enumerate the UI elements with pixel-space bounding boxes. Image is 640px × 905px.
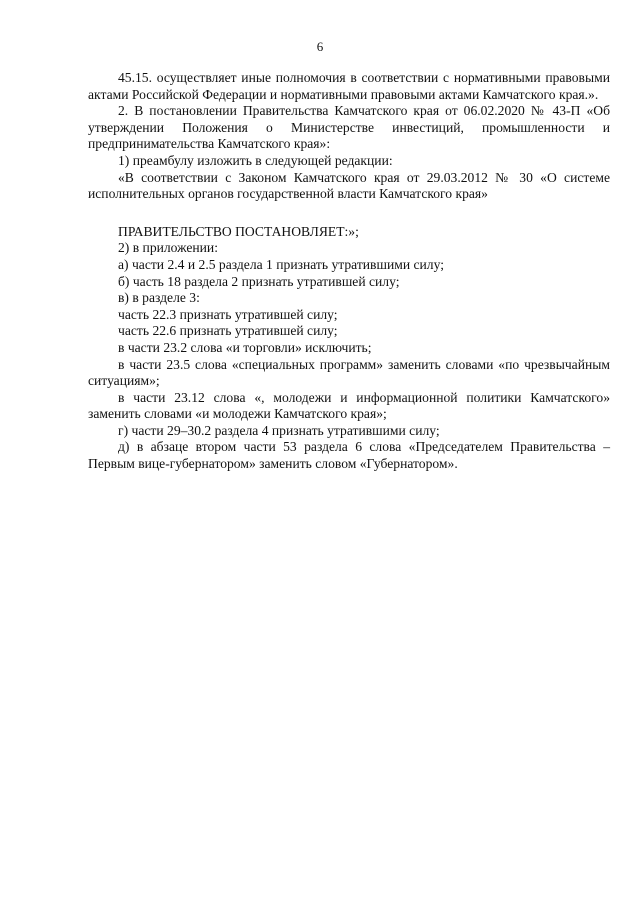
paragraph-postanovlyaet: ПРАВИТЕЛЬСТВО ПОСТАНОВЛЯЕТ:»; xyxy=(118,223,359,239)
page-number: 6 xyxy=(316,39,324,54)
paragraph-22-6: часть 22.6 признать утратившей силу; xyxy=(118,323,338,339)
paragraph-45-15: 45.15. осуществляет иные полномочия в соответствии с нормативными правовыми актами Российской Федерации и нормативными правовыми актами Камчатского края.». xyxy=(88,70,610,102)
paragraph-g: г) части 29–30.2 раздела 4 признать утратившими силу; xyxy=(118,422,440,438)
paragraph-23-12: в части 23.12 слова «, молодежи и информационной политики Камчатского» заменить словами «и молодежи Камчатского края»; xyxy=(88,389,610,422)
paragraph-preamble-instruction: 1) преамбулу изложить в следующей редакции: xyxy=(118,152,393,168)
paragraph-23-5: в части 23.5 слова «специальных программ» заменить словами «по чрезвычайным ситуациям»; xyxy=(88,356,610,389)
paragraph-preamble-text: «В соответствии с Законом Камчатского края от 29.03.2012 № 30 «О системе исполнительных органов государственной власти Камчатского края» xyxy=(88,169,610,202)
paragraph-a: а) части 2.4 и 2.5 раздела 1 признать утратившими силу; xyxy=(118,256,444,272)
paragraph-22-3: часть 22.3 признать утратившей силу; xyxy=(118,306,338,322)
paragraph-item-2: 2. В постановлении Правительства Камчатского края от 06.02.2020 № 43-П «Об утверждении Положения о Министерстве инвестиций, промышленности и предпринимательства Камчатского края»: xyxy=(88,103,610,152)
paragraph-d: д) в абзаце втором части 53 раздела 6 слова «Председателем Правительства – Первым вице-губернатором» заменить словом «Губернатором». xyxy=(88,439,610,472)
paragraph-23-2: в части 23.2 слова «и торговли» исключить; xyxy=(118,339,372,355)
paragraph-appendix: 2) в приложении: xyxy=(118,240,218,256)
blank-line xyxy=(88,203,610,224)
document-body xyxy=(88,70,610,473)
paragraph-v: в) в разделе 3: xyxy=(118,290,200,306)
paragraph-b: б) часть 18 раздела 2 признать утратившей силу; xyxy=(118,273,400,289)
